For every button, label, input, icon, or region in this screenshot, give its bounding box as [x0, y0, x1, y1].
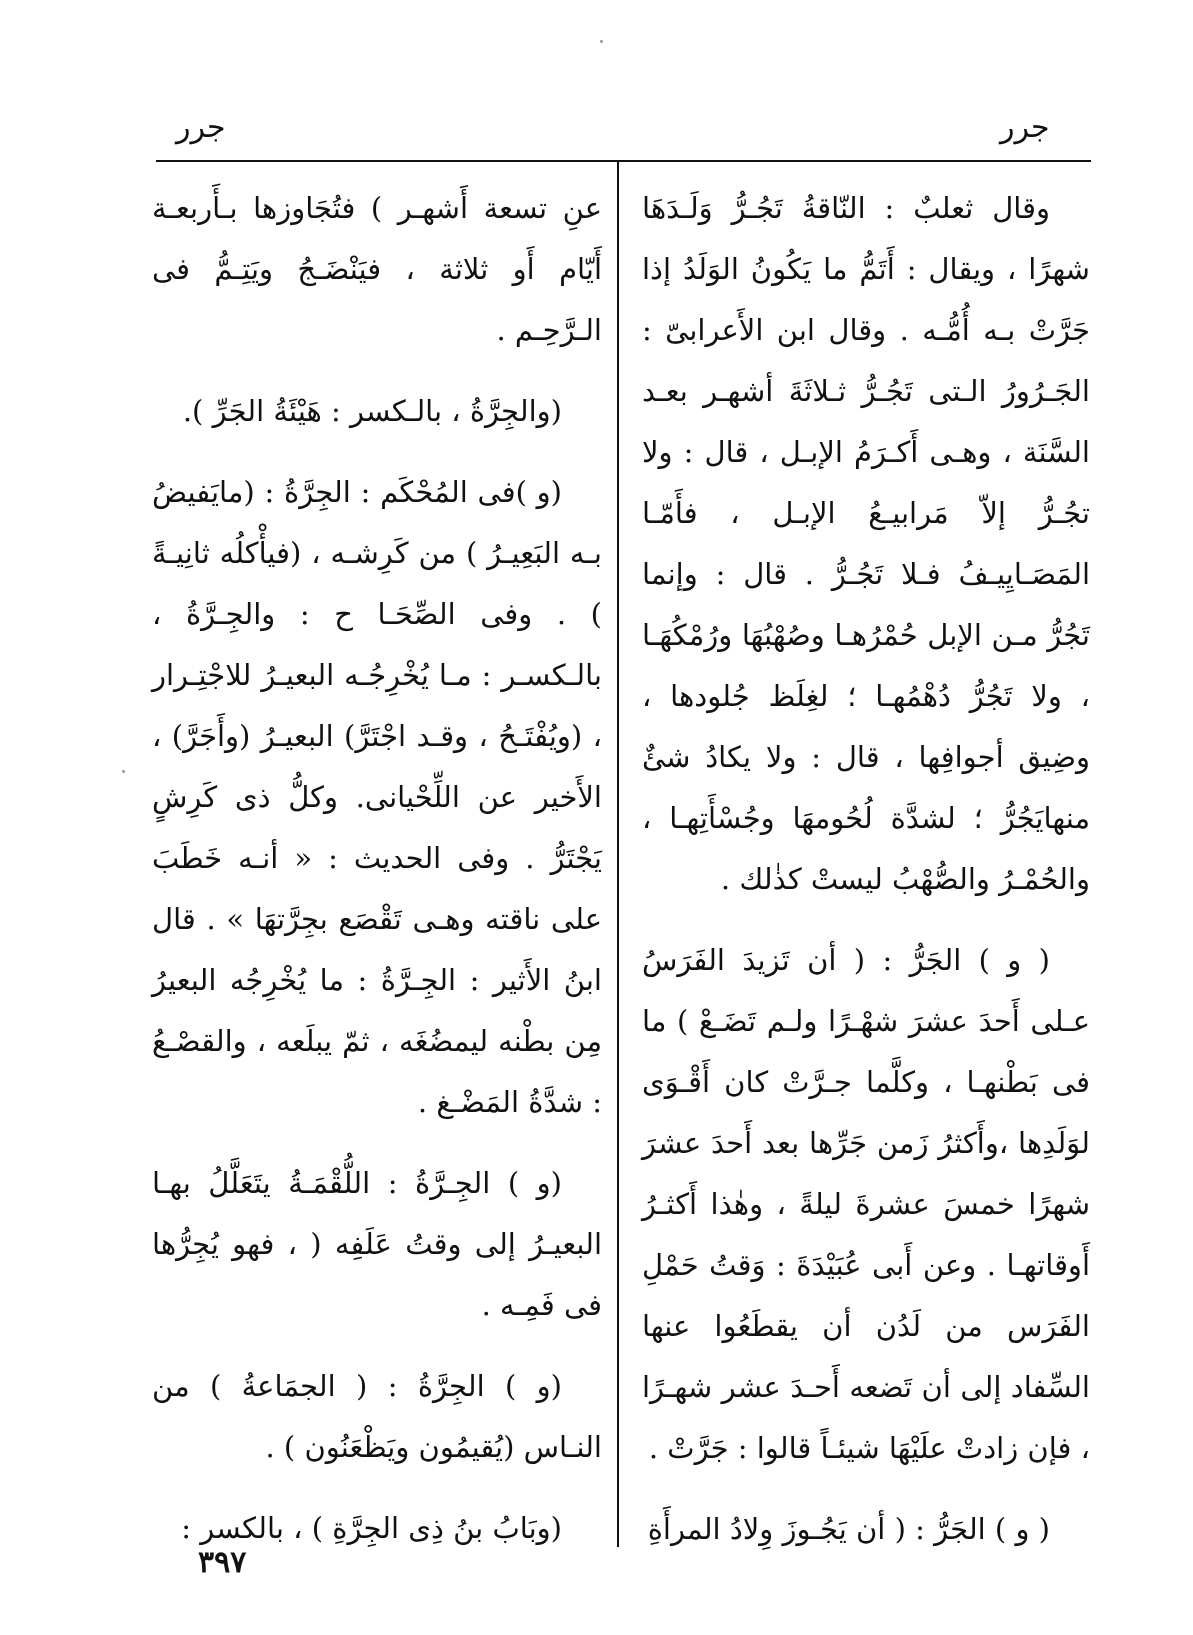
- paragraph: عنِ تسعة أَشهـر ) فتُجَاوزها بـأَربعـة أَيّام أَو ثلاثة ، فيَنْضَـجُ ويَتِـمُّ فى الـرَّحِـم .: [152, 191, 602, 347]
- paragraph: (والجِرَّةُ ، بالـكسر : هَيْئَةُ الجَرِّ ).: [182, 394, 562, 428]
- column-divider: [617, 160, 619, 1547]
- paragraph: (و ) الجِـرَّةُ : اللُّقْمَـةُ يتَعَلَّلُ بهـا البعيـرُ إلى وقتُ عَلَفِه ( ، فهو يُجِرُّها فى فَمِـه .: [152, 1166, 602, 1322]
- left-column: [152, 178, 602, 1579]
- running-header-right: جرر: [1000, 110, 1050, 145]
- paragraph: (و ) الجِرَّةُ : ( الجمَاعةُ ) من النـاس (يُقيمُون ويَظْعَنُون ) .: [152, 1369, 602, 1464]
- paragraph: وقال ثعلبٌ : النّاقةُ تَجُـرُّ وَلَـدَهَا شهرًا ، ويقال : أَتَمُّ ما يَكُونُ الوَلَدُ إذا جَرَّتْ بـه أُمُّـه . وقال ابن الأَعرابىّ : الجَـرُورُ الـتى تَجُـرُّ ثـلاثَةَ أشهـر بعـد السَّنَة ، وهـى أَكـرَمُ الإبـل ، قال : ولا تجُـرُّ إلاّ مَرابيـعُ الإبـل ، فأَمّـا المَصَـايِيـفُ فـلا تَجُـرُّ . قال : وإنما تَجُرُّ مـن الإبل حُمْرُهـا وصُهْبُهَا ورُمْكُهَـا ، ولا تَجُرُّ دُهْمُهـا ؛ لغِلَظ جُلودها ، وضِيق أجوافِها ، قال : ولا يكادُ شئٌ منهايَجُرُّ ؛ لشدَّة لُحُومهَا وجُسْأَتِهـا ، والحُمْـرُ والصُّهْبُ ليستْ كذٰلك .: [642, 191, 1090, 896]
- running-header-left: جرر: [176, 110, 226, 145]
- scan-speck: [600, 40, 603, 43]
- header-rule: [156, 160, 1091, 162]
- paragraph: ( و ) الجَرُّ : ( أن تَزيدَ الفَرَسُ عـلى أَحدَ عشرَ شهْـرًا ولـم تَضَـعْ ) ما فى بَطْنهـا ، وكلَّما جـرَّتْ كان أَقْـوَى لوَلَدِها ،وأَكثرُ زَمن جَرِّها بعد أَحدَ عشرَ شهرًا خمسَ عشرةَ ليلةً ، وهٰذا أَكثـرُ أَوقاتهـا . وعن أَبى عُبَيْدَةَ : وَقتُ حَمْلِ الفَرَس من لَدُن أن يقطَعُوا عنها السِّفاد إلى أن تَضعه أَحـدَ عشر شهـرًا ، فإن زادتْ علَيْهَا شيئـاً قالوا : جَرَّتْ .: [642, 943, 1090, 1465]
- paragraph: ( و ) الجَرُّ : ( أن يَجُـوزَ وِلادُ المرأَةِ: [647, 1512, 1050, 1546]
- scan-speck: [122, 770, 125, 773]
- page-number: ٣٩٧: [198, 1545, 247, 1580]
- right-column: [642, 178, 1090, 1580]
- paragraph: (وبَابُ بنُ ذِى الجِرَّةِ ) ، بالكسر :: [181, 1511, 562, 1545]
- paragraph: (و )فى المُحْكَم : الجِرَّةُ : (مايَفيضُ بـه البَعِيـرُ ) من كَرِشـه ، (فيأْكلُه ثانِيـةً ) . وفى الصِّحَـا ح : والجِـرَّةُ ، بالـكسـر : مـا يُخْرِجُـه البعيـرُ للاجْتِـرار ، (ويُفْتَـحُ ، وقـد اجْتَرَّ) البعيـرُ (وأَجَرَّ) ، الأَخير عن اللِّحْيانى. وكلُّ ذى كَرِشٍ يَجْتَرُّ . وفى الحديث : « أنـه خَطَبَ على ناقته وهـى تَقْصَع بجِرَّتهَا » . قال ابنُ الأَثير : الجِـرَّةُ : ما يُخْرِجُه البعيرُ مِن بطْنه ليمضُغَه ، ثمّ يبلَعه ، والقصْـعُ : شدَّةُ المَضْـغ .: [152, 475, 602, 1119]
